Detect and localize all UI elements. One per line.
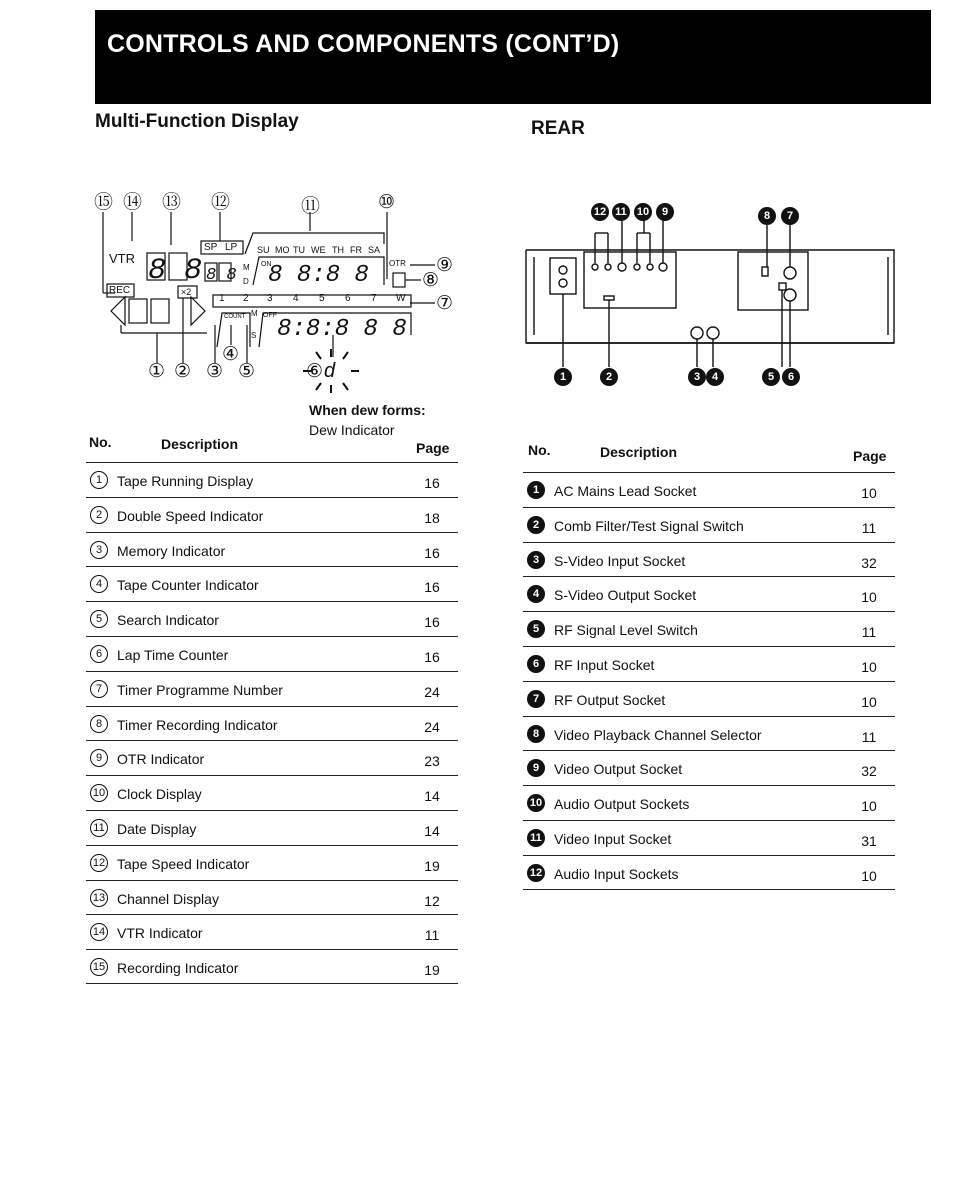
row-description: Lap Time Counter: [117, 646, 229, 663]
rear-callout-4: 4: [706, 368, 724, 386]
row-page: 19: [424, 962, 440, 979]
display-labels: [85, 185, 465, 400]
row-number: 1: [90, 471, 108, 489]
row-page: 16: [424, 579, 440, 596]
row-page: 10: [861, 658, 877, 675]
table-row: [86, 914, 458, 949]
row-description: RF Output Socket: [554, 691, 666, 708]
row-description: Double Speed Indicator: [117, 507, 264, 524]
row-page: 32: [861, 763, 877, 780]
row-number: 6: [90, 645, 108, 663]
table-row: [523, 750, 895, 785]
row-description: S-Video Input Socket: [554, 552, 686, 569]
table-row: [86, 880, 458, 915]
table-row: [523, 576, 895, 611]
rear-parts-table: [523, 438, 895, 898]
row-description: Tape Counter Indicator: [117, 577, 259, 594]
col-no: No.: [89, 434, 112, 450]
table-row: [523, 611, 895, 646]
table-row: [523, 507, 895, 542]
prog-2: 2: [243, 293, 249, 304]
table-row: [86, 636, 458, 671]
row-number: 11: [90, 819, 108, 837]
rec-label: REC: [109, 285, 131, 296]
callout-3: ③: [206, 361, 224, 382]
table-row: [86, 949, 458, 984]
row-page: 19: [424, 857, 440, 874]
row-description: VTR Indicator: [117, 925, 203, 942]
row-page: 23: [424, 753, 440, 770]
row-page: 10: [861, 589, 877, 606]
row-page: 11: [861, 728, 877, 745]
row-page: 10: [861, 867, 877, 884]
prog-4: 4: [293, 293, 299, 304]
callout-11: ⑪: [301, 196, 321, 217]
row-page: 14: [424, 822, 440, 839]
row-number: 6: [527, 655, 545, 673]
dew-caption-title: When dew forms:: [309, 402, 426, 418]
callout-4: ④: [222, 344, 240, 365]
prog-7: 7: [371, 293, 377, 304]
row-number: 11: [527, 829, 545, 847]
table-row: [523, 542, 895, 577]
prog-w: W: [396, 293, 406, 304]
row-description: Memory Indicator: [117, 542, 226, 559]
table-row: [86, 497, 458, 532]
row-page: 10: [861, 798, 877, 815]
prog-3: 3: [267, 293, 273, 304]
callout-10: ⑩: [378, 192, 396, 213]
rear-callout-9: 9: [656, 203, 674, 221]
row-number: 7: [527, 690, 545, 708]
row-description: Video Input Socket: [554, 830, 672, 847]
row-number: 14: [90, 923, 108, 941]
col-no: No.: [528, 442, 551, 458]
row-page: 16: [424, 544, 440, 561]
otr-label: OTR: [389, 259, 406, 268]
day-fr: FR: [350, 245, 362, 255]
x2-label: ×2: [181, 287, 192, 297]
table-row: [86, 845, 458, 880]
row-description: Tape Running Display: [117, 473, 254, 489]
row-number: 12: [90, 854, 108, 872]
callout-5: ⑤: [238, 361, 256, 382]
rear-callout-8: 8: [758, 207, 776, 225]
row-description: RF Input Socket: [554, 656, 655, 673]
callout-6: ⑥: [306, 361, 324, 382]
row-description: RF Signal Level Switch: [554, 622, 698, 639]
row-description: Timer Programme Number: [117, 681, 283, 698]
row-number: 9: [527, 759, 545, 777]
day-tu: TU: [293, 245, 305, 255]
callout-12: ⑫: [211, 192, 231, 213]
rear-callout-7: 7: [781, 207, 799, 225]
rear-callout-5: 5: [762, 368, 780, 386]
table-row: [86, 566, 458, 601]
row-number: 8: [527, 725, 545, 743]
table-row: [86, 775, 458, 810]
row-number: 4: [527, 585, 545, 603]
table-body: [86, 462, 458, 984]
row-page: 16: [424, 614, 440, 631]
callout-14: ⑭: [123, 192, 143, 213]
day-sa: SA: [368, 245, 381, 255]
rear-callout-3: 3: [688, 368, 706, 386]
table-row: [523, 855, 895, 890]
day-mo: MO: [275, 245, 290, 255]
row-description: Audio Input Sockets: [554, 865, 679, 882]
row-number: 10: [527, 794, 545, 812]
vtr-label: VTR: [109, 251, 135, 266]
row-page: 11: [424, 927, 440, 944]
row-description: S-Video Output Socket: [554, 587, 697, 604]
callout-7: ⑦: [436, 293, 454, 314]
table-row: [523, 472, 895, 507]
row-description: AC Mains Lead Socket: [554, 483, 697, 499]
row-description: Video Output Socket: [554, 761, 683, 778]
rear-callout-1: 1: [554, 368, 572, 386]
row-number: 15: [90, 958, 108, 976]
day-th: TH: [332, 245, 344, 255]
rear-callout-11: 11: [612, 203, 630, 221]
dew-glyph: d: [324, 360, 336, 382]
row-number: 2: [527, 516, 545, 534]
row-number: 3: [527, 551, 545, 569]
col-page: Page: [853, 448, 887, 464]
col-description: Description: [161, 436, 239, 452]
table-row: [523, 820, 895, 855]
rear-callouts: [520, 195, 900, 400]
row-description: OTR Indicator: [117, 751, 205, 768]
row-page: 11: [861, 624, 877, 641]
row-page: 16: [424, 648, 440, 665]
rear-heading: REAR: [531, 118, 585, 139]
multi-function-display-heading: Multi-Function Display: [95, 111, 299, 132]
m-label-2: M: [251, 309, 258, 318]
rear-callout-6: 6: [782, 368, 800, 386]
callout-1: ①: [148, 361, 166, 382]
day-we: WE: [311, 245, 326, 255]
row-number: 8: [90, 715, 108, 733]
row-page: 11: [861, 519, 877, 536]
row-description: Comb Filter/Test Signal Switch: [554, 517, 744, 534]
table-row: [523, 681, 895, 716]
row-description: Audio Output Sockets: [554, 796, 690, 813]
dew-caption-subtitle: Dew Indicator: [309, 422, 395, 438]
table-row: [86, 671, 458, 706]
row-number: 5: [527, 620, 545, 638]
table-row: [86, 706, 458, 741]
s-label: S: [251, 331, 257, 340]
row-number: 12: [527, 864, 545, 882]
rear-callout-2: 2: [600, 368, 618, 386]
row-page: 12: [424, 892, 440, 909]
callout-13: ⑬: [162, 192, 182, 213]
row-description: Tape Speed Indicator: [117, 855, 250, 872]
col-page: Page: [416, 440, 450, 456]
display-parts-table: [86, 430, 458, 995]
m-label-1: M: [243, 263, 250, 272]
row-number: 9: [90, 749, 108, 767]
callout-15: ⑮: [94, 192, 114, 213]
row-description: Channel Display: [117, 890, 219, 907]
row-description: Recording Indicator: [117, 960, 239, 977]
sp-label: SP: [204, 242, 218, 253]
row-description: Date Display: [117, 820, 197, 837]
row-page: 10: [861, 693, 877, 710]
row-number: 7: [90, 680, 108, 698]
svg-text:8 8: 8 8: [206, 266, 237, 285]
row-number: 3: [90, 541, 108, 559]
on-label: ON: [261, 261, 272, 268]
svg-text:8:8:8 8 8: 8:8:8 8 8: [277, 316, 407, 343]
table-row: [523, 785, 895, 820]
row-number: 5: [90, 610, 108, 628]
page-title: CONTROLS AND COMPONENTS (CONT’D): [107, 30, 620, 58]
lp-label: LP: [225, 242, 238, 253]
prog-1: 1: [219, 293, 225, 304]
row-page: 10: [861, 485, 877, 501]
prog-6: 6: [345, 293, 351, 304]
prog-5: 5: [319, 293, 325, 304]
table-row: [86, 740, 458, 775]
row-page: 16: [424, 475, 440, 491]
row-number: 10: [90, 784, 108, 802]
row-description: Search Indicator: [117, 612, 219, 629]
table-row: [86, 462, 458, 497]
col-description: Description: [600, 444, 678, 460]
callout-2: ②: [174, 361, 192, 382]
row-page: 24: [424, 683, 440, 700]
count-label: COUNT: [224, 314, 246, 320]
d-label: D: [243, 277, 249, 286]
row-description: Timer Recording Indicator: [117, 716, 278, 733]
row-page: 31: [861, 832, 877, 849]
header-bar: [95, 10, 931, 104]
row-page: 24: [424, 718, 440, 735]
svg-text:8 8:8 8: 8 8:8 8: [268, 262, 369, 289]
table-row: [523, 646, 895, 681]
table-row: [86, 532, 458, 567]
row-number: 2: [90, 506, 108, 524]
row-number: 4: [90, 575, 108, 593]
table-row: [523, 716, 895, 751]
row-page: 32: [861, 554, 877, 571]
callout-9: ⑨: [436, 255, 454, 276]
row-page: 18: [424, 509, 440, 526]
row-description: Clock Display: [117, 786, 202, 803]
table-body: [523, 472, 895, 890]
row-description: Video Playback Channel Selector: [554, 726, 762, 743]
svg-text:8 8: 8 8: [148, 254, 203, 288]
row-number: 1: [527, 481, 545, 499]
off-label: OFF: [263, 312, 277, 319]
row-number: 13: [90, 889, 108, 907]
table-row: [86, 601, 458, 636]
rear-callout-12: 12: [591, 203, 609, 221]
callout-8: ⑧: [422, 270, 440, 291]
day-su: SU: [257, 245, 270, 255]
table-row: [86, 810, 458, 845]
row-page: 14: [424, 788, 440, 805]
rear-callout-10: 10: [634, 203, 652, 221]
